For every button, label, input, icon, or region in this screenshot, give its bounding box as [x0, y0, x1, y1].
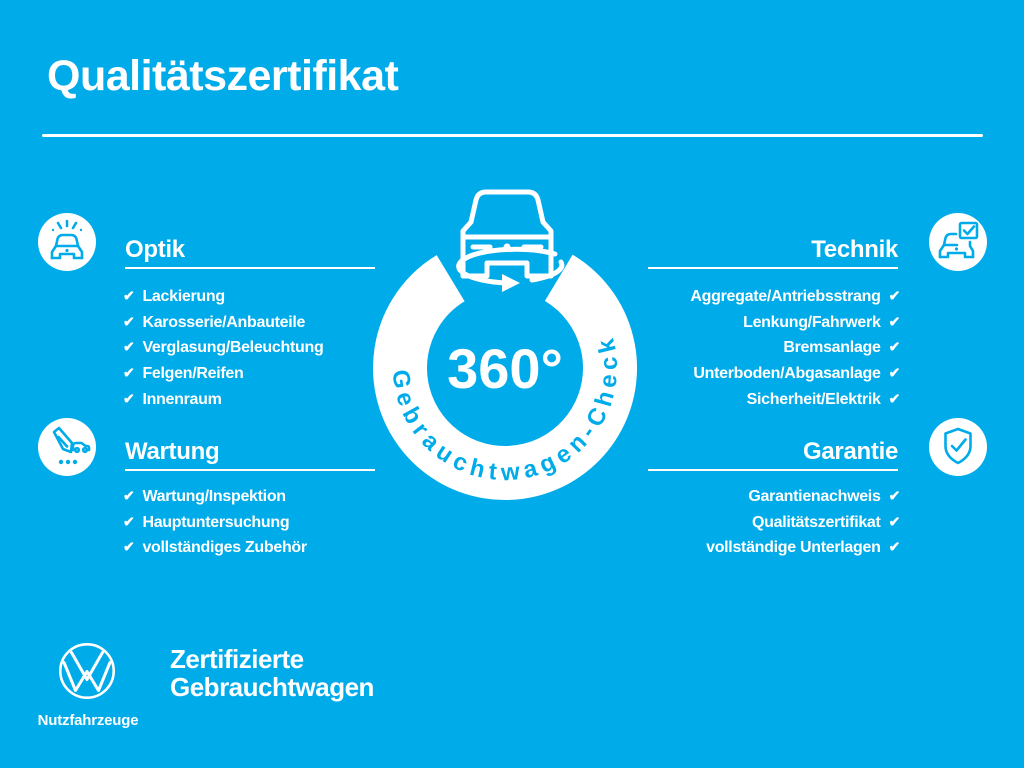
page-title: Qualitätszertifikat [47, 52, 399, 100]
car-360-rotation-icon [459, 192, 562, 292]
list-item [123, 484, 307, 510]
list-item [123, 510, 307, 536]
technik-icon-circle [929, 213, 987, 271]
pencil-car-checklist-icon [38, 418, 96, 476]
check-icon: ✔ [123, 487, 135, 504]
list-item-label: Felgen/Reifen [142, 365, 244, 383]
garantie-check-list [706, 484, 900, 561]
list-item-label: Lenkung/Fahrwerk [743, 313, 881, 331]
list-item-label: Qualitätszertifikat [752, 513, 881, 531]
vw-logo [57, 641, 117, 701]
tagline-line-1: Zertifizierte [170, 644, 304, 674]
list-item [690, 335, 900, 361]
list-item [123, 535, 307, 561]
shield-check-icon [929, 418, 987, 476]
check-icon: ✔ [123, 287, 135, 304]
garantie-divider [648, 469, 898, 471]
wartung-icon-circle [38, 418, 96, 476]
optik-divider [125, 267, 375, 269]
check-icon: ✔ [123, 313, 135, 330]
check-icon: ✔ [888, 538, 900, 555]
brand-label: Nutzfahrzeuge [37, 712, 139, 729]
ring-curved-label: Gebrauchtwagen-Check [386, 330, 624, 487]
list-item-label: Innenraum [142, 390, 222, 408]
check-icon: ✔ [123, 390, 135, 407]
optik-icon-circle [38, 213, 96, 271]
list-item [706, 510, 900, 536]
technik-divider [648, 267, 898, 269]
check-icon: ✔ [888, 313, 900, 330]
wartung-divider [125, 469, 375, 471]
list-item [690, 284, 900, 310]
list-item [123, 284, 323, 310]
optik-check-list [123, 284, 323, 413]
list-item [690, 361, 900, 387]
list-item-label: Verglasung/Beleuchtung [142, 339, 324, 357]
section-title-technik: Technik [811, 236, 898, 263]
list-item-label: Lackierung [142, 288, 225, 305]
list-item-label: Aggregate/Antriebsstrang [690, 288, 881, 305]
list-item-label: vollständige Unterlagen [706, 539, 881, 557]
360-check-graphic [355, 180, 655, 502]
check-icon: ✔ [888, 513, 900, 530]
list-item [123, 310, 323, 336]
check-icon: ✔ [123, 513, 135, 530]
section-title-wartung: Wartung [125, 438, 220, 465]
title-divider [42, 134, 983, 137]
wartung-check-list [123, 484, 307, 561]
list-item [123, 387, 323, 413]
check-icon: ✔ [123, 364, 135, 381]
list-item-label: Bremsanlage [783, 339, 881, 357]
section-title-optik: Optik [125, 236, 185, 263]
list-item [706, 484, 900, 510]
list-item [123, 361, 323, 387]
check-icon: ✔ [123, 538, 135, 555]
list-item-label: Karosserie/Anbauteile [142, 313, 306, 331]
check-icon: ✔ [888, 364, 900, 381]
list-item [706, 535, 900, 561]
tagline-line-2: Gebrauchtwagen [170, 672, 374, 702]
tagline [170, 645, 374, 701]
section-title-garantie: Garantie [803, 438, 898, 465]
check-icon: ✔ [888, 338, 900, 355]
check-icon: ✔ [888, 487, 900, 504]
car-check-square-icon [929, 213, 987, 271]
list-item [123, 335, 323, 361]
360-degree-value: 360° [447, 337, 563, 400]
check-icon: ✔ [888, 390, 900, 407]
list-item-label: Sicherheit/Elektrik [746, 390, 881, 408]
list-item-label: Unterboden/Abgasanlage [693, 365, 881, 383]
list-item [690, 310, 900, 336]
list-item-label: Hauptuntersuchung [142, 513, 290, 531]
garantie-icon-circle [929, 418, 987, 476]
car-shine-icon [38, 213, 96, 271]
list-item-label: Garantienachweis [748, 488, 881, 505]
technik-check-list [690, 284, 900, 413]
check-icon: ✔ [123, 338, 135, 355]
list-item-label: vollständiges Zubehör [142, 539, 307, 557]
list-item-label: Wartung/Inspektion [142, 488, 286, 505]
check-icon: ✔ [888, 287, 900, 304]
list-item [690, 387, 900, 413]
